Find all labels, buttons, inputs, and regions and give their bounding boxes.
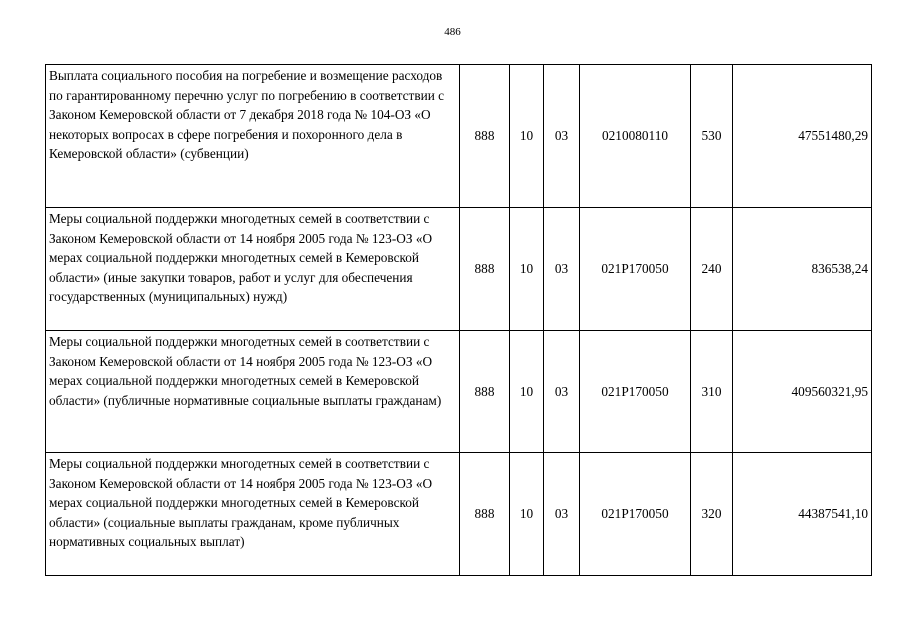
- target-article-code: 021P170050: [580, 208, 691, 331]
- row-description: Меры социальной поддержки многодетных семей в соответствии с Законом Кемеровской области от 14 ноября 2005 года № 123-ОЗ «О мерах социальной поддержки многодетных семей в Кемеровской области» (иные закупки товаров, работ и услуг для обеспечения государственных (муниципальных) нужд): [46, 208, 460, 331]
- section-code: 10: [510, 65, 544, 208]
- amount: 409560321,95: [733, 331, 872, 453]
- target-article-code: 021P170050: [580, 453, 691, 576]
- table-row: [46, 65, 872, 208]
- row-description: Меры социальной поддержки многодетных семей в соответствии с Законом Кемеровской области от 14 ноября 2005 года № 123-ОЗ «О мерах социальной поддержки многодетных семей в Кемеровской области» (социальные выплаты гражданам, кроме публичных нормативных социальных выплат): [46, 453, 460, 576]
- subsection-code: 03: [544, 453, 580, 576]
- table-row: [46, 208, 872, 331]
- subsection-code: 03: [544, 331, 580, 453]
- section-code: 10: [510, 453, 544, 576]
- amount: 47551480,29: [733, 65, 872, 208]
- expense-type-code: 240: [691, 208, 733, 331]
- expense-type-code: 310: [691, 331, 733, 453]
- expense-type-code: 320: [691, 453, 733, 576]
- section-code: 10: [510, 331, 544, 453]
- ministry-code: 888: [460, 331, 510, 453]
- target-article-code: 0210080110: [580, 65, 691, 208]
- row-description: Меры социальной поддержки многодетных семей в соответствии с Законом Кемеровской области от 14 ноября 2005 года № 123-ОЗ «О мерах социальной поддержки многодетных семей в Кемеровской области» (публичные нормативные социальные выплаты гражданам): [46, 331, 460, 453]
- table-row: [46, 331, 872, 453]
- section-code: 10: [510, 208, 544, 331]
- amount: 44387541,10: [733, 453, 872, 576]
- page-number: 486: [444, 26, 461, 38]
- ministry-code: 888: [460, 453, 510, 576]
- ministry-code: 888: [460, 208, 510, 331]
- table-row: [46, 453, 872, 576]
- expense-type-code: 530: [691, 65, 733, 208]
- subsection-code: 03: [544, 65, 580, 208]
- target-article-code: 021P170050: [580, 331, 691, 453]
- row-description: Выплата социального пособия на погребение и возмещение расходов по гарантированному перечню услуг по погребению в соответствии с Законом Кемеровской области от 7 декабря 2018 года № 104-ОЗ «О некоторых вопросах в сфере погребения и похоронного дела в Кемеровской области» (субвенции): [46, 65, 460, 208]
- subsection-code: 03: [544, 208, 580, 331]
- ministry-code: 888: [460, 65, 510, 208]
- amount: 836538,24: [733, 208, 872, 331]
- budget-table: [45, 64, 872, 576]
